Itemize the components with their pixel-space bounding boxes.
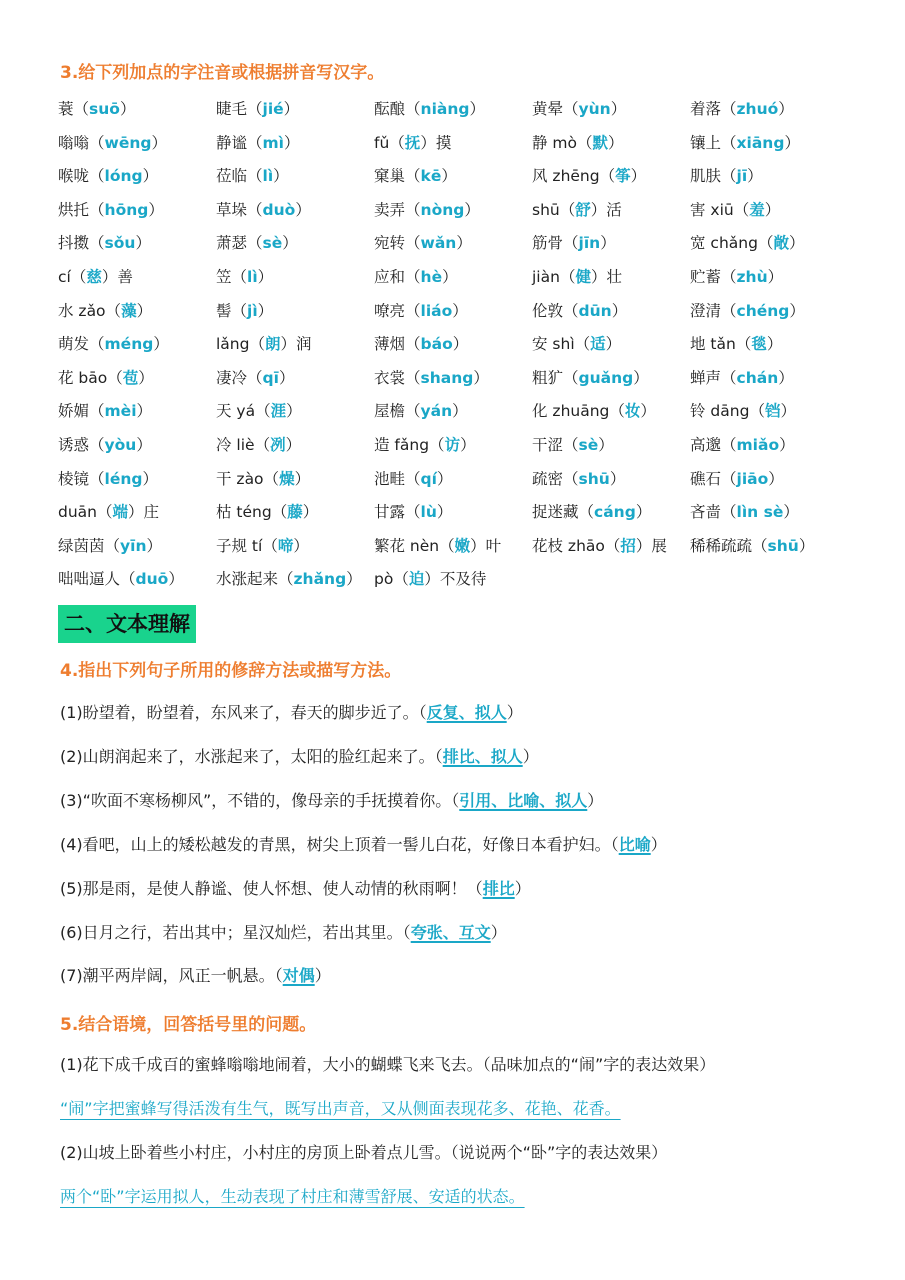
item-prompt: 澄清: [690, 301, 722, 320]
pinyin-item: 宛转（wǎn）: [374, 234, 472, 253]
item-answer: 燥: [279, 469, 295, 488]
item-answer: léng: [104, 469, 143, 488]
pinyin-item: 高邈（miǎo）: [690, 435, 795, 454]
item-answer: jī: [736, 167, 748, 186]
pinyin-item: 铃 dāng（铛）: [690, 402, 796, 421]
item-prompt: 宛转: [374, 234, 406, 253]
item-prompt: 睫毛: [216, 100, 248, 118]
pinyin-item: lǎng（朗）润: [216, 335, 312, 354]
pinyin-item: 髻（jì）: [216, 301, 274, 320]
item-answer: shang: [420, 368, 474, 387]
item-prompt: 诱惑: [58, 435, 90, 454]
item-answer: 朗: [264, 335, 281, 354]
pinyin-item: 酝酿（niàng）: [374, 100, 485, 118]
pinyin-item: 宽 chǎng（敞）: [690, 234, 805, 253]
pinyin-item: 水涨起来（zhǎng）: [216, 570, 362, 589]
item-prompt: 髻: [216, 301, 232, 320]
q5-question-2: (2)山坡上卧着些小村庄，小村庄的房顶上卧着点儿雪。（说说两个“卧”字的表达效果）: [60, 1143, 668, 1162]
item-answer: qī: [262, 368, 279, 387]
q5-question-1: (1)花下成千成百的蜜蜂嗡嗡地闹着，大小的蝴蝶飞来飞去。（品味加点的“闹”字的表达效果）: [60, 1055, 716, 1074]
pinyin-item: 地 tǎn（毯）: [690, 335, 783, 354]
pinyin-item: 天 yá（涯）: [216, 402, 302, 421]
item-answer: 苞: [122, 368, 139, 387]
item-suffix: 不及待: [439, 570, 487, 589]
pinyin-item: 甘露（lù）: [374, 503, 453, 522]
item-answer: wǎn: [420, 234, 457, 253]
pinyin-item: 花枝 zhāo（招）展: [532, 536, 667, 555]
item-answer: 啼: [277, 536, 294, 555]
item-prompt: 冷 liè: [216, 435, 255, 454]
item-prompt: 安 shì: [532, 335, 575, 354]
item-prompt: 疏密: [532, 469, 564, 488]
pinyin-item: 肌肤（jī）: [690, 167, 763, 186]
item-prompt: 凄冷: [216, 368, 248, 387]
item-prompt: 高邈: [690, 435, 722, 454]
pinyin-item: duān（端）庄: [58, 503, 160, 522]
pinyin-item: 窠巢（kē）: [374, 167, 457, 186]
pinyin-item: 子规 tí（啼）: [216, 536, 309, 555]
pinyin-item: 草垛（duò）: [216, 200, 311, 219]
pinyin-item: 害 xiū（羞）: [690, 200, 781, 219]
item-answer: lóng: [104, 167, 143, 186]
pinyin-item: 澄清（chéng）: [690, 301, 805, 320]
q4-item-6: (6)日月之行，若出其中；星汉灿烂，若出其里。（夸张、互文）: [60, 923, 507, 942]
item-answer: dūn: [578, 301, 612, 320]
item-answer: chán: [736, 368, 779, 387]
item-answer: 抚: [404, 133, 421, 152]
item-suffix: 摸: [435, 133, 452, 152]
item-answer: 毯: [751, 335, 767, 354]
item-answer: xiāng: [736, 133, 785, 152]
item-prompt: 着落: [690, 100, 722, 118]
item-prompt: 笠: [216, 267, 232, 286]
item-answer: zhuó: [736, 100, 779, 118]
item-prompt: jiàn: [532, 267, 560, 286]
item-answer: liáo: [420, 301, 453, 320]
item-answer: lì: [262, 167, 274, 186]
pinyin-item: 睫毛（jié）: [216, 100, 300, 118]
pinyin-item: 静 mò（默）: [532, 133, 624, 152]
item-answer: niàng: [420, 100, 470, 118]
pinyin-item: 衣裳（shang）: [374, 368, 489, 387]
item-prompt: 绿茵茵: [58, 536, 105, 555]
item-prompt: 抖擞: [58, 234, 90, 253]
item-answer: wēng: [104, 133, 152, 152]
item-suffix: 润: [296, 335, 312, 354]
pinyin-item: 蓑（suō）: [58, 100, 136, 118]
item-answer: chéng: [736, 301, 790, 320]
item-prompt: 酝酿: [374, 100, 406, 118]
item-prompt: 水 zǎo: [58, 301, 106, 320]
item-prompt: 粗犷: [532, 368, 564, 387]
item-prompt: 棱镜: [58, 469, 90, 488]
question-4-title: 4.指出下列句子所用的修辞方法或描写方法。: [60, 661, 402, 681]
item-prompt: 喉咙: [58, 167, 90, 186]
item-prompt: shū: [532, 200, 560, 219]
item-answer: sè: [262, 234, 283, 253]
item-answer: jiāo: [736, 469, 769, 488]
pinyin-item: 风 zhēng（筝）: [532, 167, 647, 186]
item-answer: yīn: [120, 536, 147, 555]
pinyin-item: 屋檐（yán）: [374, 402, 468, 421]
pinyin-item: fǔ（抚）摸: [374, 133, 452, 152]
q4-item-7: (7)潮平两岸阔，风正一帆悬。（对偶）: [60, 966, 331, 985]
item-prompt: 黄晕: [532, 100, 564, 118]
item-prompt: 屋檐: [374, 402, 406, 421]
item-prompt: 静谧: [216, 133, 248, 152]
item-answer: lì: [247, 267, 258, 286]
item-answer: 藻: [121, 301, 137, 320]
item-prompt: 害 xiū: [690, 200, 734, 219]
pinyin-item: 安 shì（适）: [532, 335, 622, 354]
item-answer: 敞: [773, 234, 789, 253]
pinyin-item: 冷 liè（冽）: [216, 435, 302, 454]
item-prompt: 干 zào: [216, 469, 264, 488]
item-answer: 羞: [749, 200, 765, 219]
q4-item-3: (3)“吹面不寒杨柳风”，不错的，像母亲的手抚摸着你。（引用、比喻、拟人）: [60, 791, 604, 810]
item-prompt: 蝉声: [690, 368, 722, 387]
item-answer: jié: [262, 100, 284, 118]
item-prompt: 吝啬: [690, 503, 722, 522]
pinyin-item: 凄冷（qī）: [216, 368, 295, 387]
item-suffix: 展: [651, 536, 667, 555]
item-prompt: 天 yá: [216, 402, 256, 421]
pinyin-item: 萧瑟（sè）: [216, 234, 298, 253]
item-prompt: 宽 chǎng: [690, 234, 758, 253]
pinyin-item: pò（迫）不及待: [374, 570, 487, 589]
pinyin-item: 诱惑（yòu）: [58, 435, 152, 454]
pinyin-item: 镶上（xiāng）: [690, 133, 800, 152]
item-answer: yán: [420, 402, 453, 421]
item-suffix: 善: [117, 267, 133, 286]
item-prompt: 地 tǎn: [690, 335, 736, 354]
pinyin-item: 莅临（lì）: [216, 167, 289, 186]
pinyin-item: 池畦（qí）: [374, 469, 453, 488]
item-answer: 涯: [270, 402, 287, 421]
pinyin-answer-grid: [58, 93, 878, 597]
item-prompt: 咄咄逼人: [58, 570, 121, 589]
question-5-title: 5.结合语境，回答括号里的问题。: [60, 1015, 317, 1035]
item-answer: nòng: [420, 200, 465, 219]
item-prompt: fǔ: [374, 133, 390, 152]
pinyin-item: cí（慈）善: [58, 267, 133, 286]
item-answer: jì: [247, 301, 258, 320]
item-prompt: 甘露: [374, 503, 406, 522]
item-prompt: pò: [374, 570, 394, 589]
item-prompt: 肌肤: [690, 167, 722, 186]
item-suffix: 活: [606, 200, 622, 219]
item-answer: hè: [420, 267, 443, 286]
item-suffix: 壮: [606, 267, 622, 286]
item-answer: 舒: [575, 200, 591, 219]
pinyin-item: 捉迷藏（cáng）: [532, 503, 652, 522]
item-prompt: 卖弄: [374, 200, 406, 219]
pinyin-item: 绿茵茵（yīn）: [58, 536, 162, 555]
item-answer: jīn: [578, 234, 601, 253]
item-prompt: 贮蓄: [690, 267, 722, 286]
item-prompt: 造 fǎng: [374, 435, 430, 454]
item-prompt: 萧瑟: [216, 234, 248, 253]
item-answer: yùn: [578, 100, 611, 118]
pinyin-item: 繁花 nèn（嫩）叶: [374, 536, 502, 555]
pinyin-item: 静谧（mì）: [216, 133, 300, 152]
item-prompt: 繁花 nèn: [374, 536, 440, 555]
item-prompt: 烘托: [58, 200, 90, 219]
item-prompt: 应和: [374, 267, 406, 286]
item-prompt: 窠巢: [374, 167, 406, 186]
item-prompt: 筋骨: [532, 234, 564, 253]
pinyin-item: 水 zǎo（藻）: [58, 301, 153, 320]
item-answer: shū: [578, 469, 610, 488]
pinyin-item: 造 fǎng（访）: [374, 435, 476, 454]
item-prompt: 草垛: [216, 200, 248, 219]
pinyin-item: 咄咄逼人（duō）: [58, 570, 184, 589]
pinyin-item: 稀稀疏疏（shū）: [690, 536, 815, 555]
item-answer: suō: [89, 100, 120, 118]
pinyin-item: 化 zhuāng（妆）: [532, 402, 656, 421]
item-prompt: 化 zhuāng: [532, 402, 610, 421]
item-answer: zhǎng: [293, 570, 347, 589]
pinyin-item: 笠（lì）: [216, 267, 274, 286]
item-answer: mì: [262, 133, 284, 152]
pinyin-item: 贮蓄（zhù）: [690, 267, 784, 286]
item-answer: duò: [262, 200, 296, 219]
item-answer: 筝: [615, 167, 631, 186]
item-answer: méng: [104, 335, 154, 354]
item-prompt: 莅临: [216, 167, 248, 186]
item-answer: sè: [578, 435, 599, 454]
pinyin-item: 花 bāo（苞）: [58, 368, 154, 387]
item-answer: lù: [420, 503, 437, 522]
item-answer: 招: [620, 536, 636, 555]
item-prompt: 镶上: [690, 133, 722, 152]
item-answer: sǒu: [104, 234, 136, 253]
item-answer: kē: [420, 167, 442, 186]
pinyin-item: 筋骨（jīn）: [532, 234, 616, 253]
item-prompt: 嗡嗡: [58, 133, 90, 152]
q4-item-4: (4)看吧，山上的矮松越发的青黑，树尖上顶着一髻儿白花，好像日本看护妇。（比喻）: [60, 835, 667, 854]
item-answer: mèi: [104, 402, 137, 421]
item-answer: lìn sè: [736, 503, 784, 522]
item-answer: báo: [420, 335, 453, 354]
pinyin-item: 着落（zhuó）: [690, 100, 794, 118]
item-prompt: 池畦: [374, 469, 406, 488]
item-prompt: 娇媚: [58, 402, 90, 421]
item-answer: cáng: [594, 503, 636, 522]
item-prompt: 礁石: [690, 469, 722, 488]
item-answer: 迫: [408, 570, 425, 589]
item-prompt: 伦敦: [532, 301, 564, 320]
item-prompt: 萌发: [58, 335, 90, 354]
item-suffix: 叶: [485, 536, 502, 555]
pinyin-item: 干 zào（燥）: [216, 469, 311, 488]
item-prompt: 薄烟: [374, 335, 406, 354]
pinyin-item: 抖擞（sǒu）: [58, 234, 151, 253]
pinyin-item: 枯 téng（藤）: [216, 503, 319, 522]
item-prompt: 铃 dāng: [690, 402, 750, 421]
pinyin-item: 嘹亮（liáo）: [374, 301, 468, 320]
pinyin-item: 应和（hè）: [374, 267, 458, 286]
item-answer: zhù: [736, 267, 768, 286]
item-prompt: 静 mò: [532, 133, 578, 152]
item-prompt: 枯 téng: [216, 503, 272, 522]
pinyin-item: shū（舒）活: [532, 200, 622, 219]
pinyin-item: 烘托（hōng）: [58, 200, 164, 219]
item-prompt: 子规 tí: [216, 536, 263, 555]
item-answer: miǎo: [736, 435, 780, 454]
q5-answer-2: 两个“卧”字运用拟人，生动表现了村庄和薄雪舒展、安适的状态。: [60, 1187, 525, 1206]
pinyin-item: 吝啬（lìn sè）: [690, 503, 799, 522]
item-prompt: 稀稀疏疏: [690, 536, 753, 555]
item-prompt: 嘹亮: [374, 301, 406, 320]
item-prompt: 花 bāo: [58, 368, 108, 387]
pinyin-item: 喉咙（lóng）: [58, 167, 159, 186]
q4-item-5: (5)那是雨，是使人静谧、使人怀想、使人动情的秋雨啊！（排比）: [60, 879, 531, 898]
q5-answer-1: “闹”字把蜜蜂写得活泼有生气，既写出声音，又从侧面表现花多、花艳、花香。: [60, 1099, 621, 1118]
item-prompt: 捉迷藏: [532, 503, 579, 522]
item-answer: 冽: [270, 435, 286, 454]
pinyin-item: 嗡嗡（wēng）: [58, 133, 168, 152]
item-prompt: cí: [58, 267, 71, 286]
section-heading: 二、文本理解: [58, 605, 196, 643]
pinyin-item: 黄晕（yùn）: [532, 100, 627, 118]
item-answer: 妆: [624, 402, 641, 421]
pinyin-item: 卖弄（nòng）: [374, 200, 480, 219]
pinyin-item: 干涩（sè）: [532, 435, 614, 454]
pinyin-item: 伦敦（dūn）: [532, 301, 628, 320]
item-answer: shū: [767, 536, 799, 555]
item-prompt: lǎng: [216, 335, 250, 354]
item-answer: 适: [590, 335, 606, 354]
item-answer: 访: [444, 435, 461, 454]
item-answer: 健: [575, 267, 591, 286]
item-answer: hōng: [104, 200, 149, 219]
item-prompt: 花枝 zhāo: [532, 536, 605, 555]
item-answer: duō: [135, 570, 169, 589]
item-answer: qí: [420, 469, 437, 488]
pinyin-item: 棱镜（léng）: [58, 469, 159, 488]
question-3-title: 3.给下列加点的字注音或根据拼音写汉字。: [60, 63, 385, 83]
item-suffix: 庄: [143, 503, 160, 522]
item-prompt: duān: [58, 503, 97, 522]
item-answer: 慈: [86, 267, 102, 286]
item-prompt: 风 zhēng: [532, 167, 600, 186]
item-answer: 端: [112, 503, 129, 522]
item-answer: yòu: [104, 435, 137, 454]
item-prompt: 衣裳: [374, 368, 406, 387]
pinyin-item: 蝉声（chán）: [690, 368, 794, 387]
item-answer: 铛: [764, 402, 781, 421]
item-prompt: 水涨起来: [216, 570, 279, 589]
q4-item-1: (1)盼望着，盼望着，东风来了，春天的脚步近了。（反复、拟人）: [60, 703, 523, 722]
item-prompt: 干涩: [532, 435, 564, 454]
pinyin-item: 娇媚（mèi）: [58, 402, 153, 421]
q4-item-2: (2)山朗润起来了，水涨起来了，太阳的脸红起来了。（排比、拟人）: [60, 747, 539, 766]
pinyin-item: jiàn（健）壮: [532, 267, 622, 286]
pinyin-item: 疏密（shū）: [532, 469, 626, 488]
item-answer: 藤: [287, 503, 303, 522]
pinyin-item: 薄烟（báo）: [374, 335, 469, 354]
pinyin-item: 礁石（jiāo）: [690, 469, 784, 488]
item-answer: guǎng: [578, 368, 634, 387]
item-answer: 默: [592, 133, 609, 152]
item-prompt: 蓑: [58, 100, 74, 118]
item-answer: 嫩: [454, 536, 471, 555]
pinyin-item: 萌发（méng）: [58, 335, 169, 354]
pinyin-item: 粗犷（guǎng）: [532, 368, 649, 387]
